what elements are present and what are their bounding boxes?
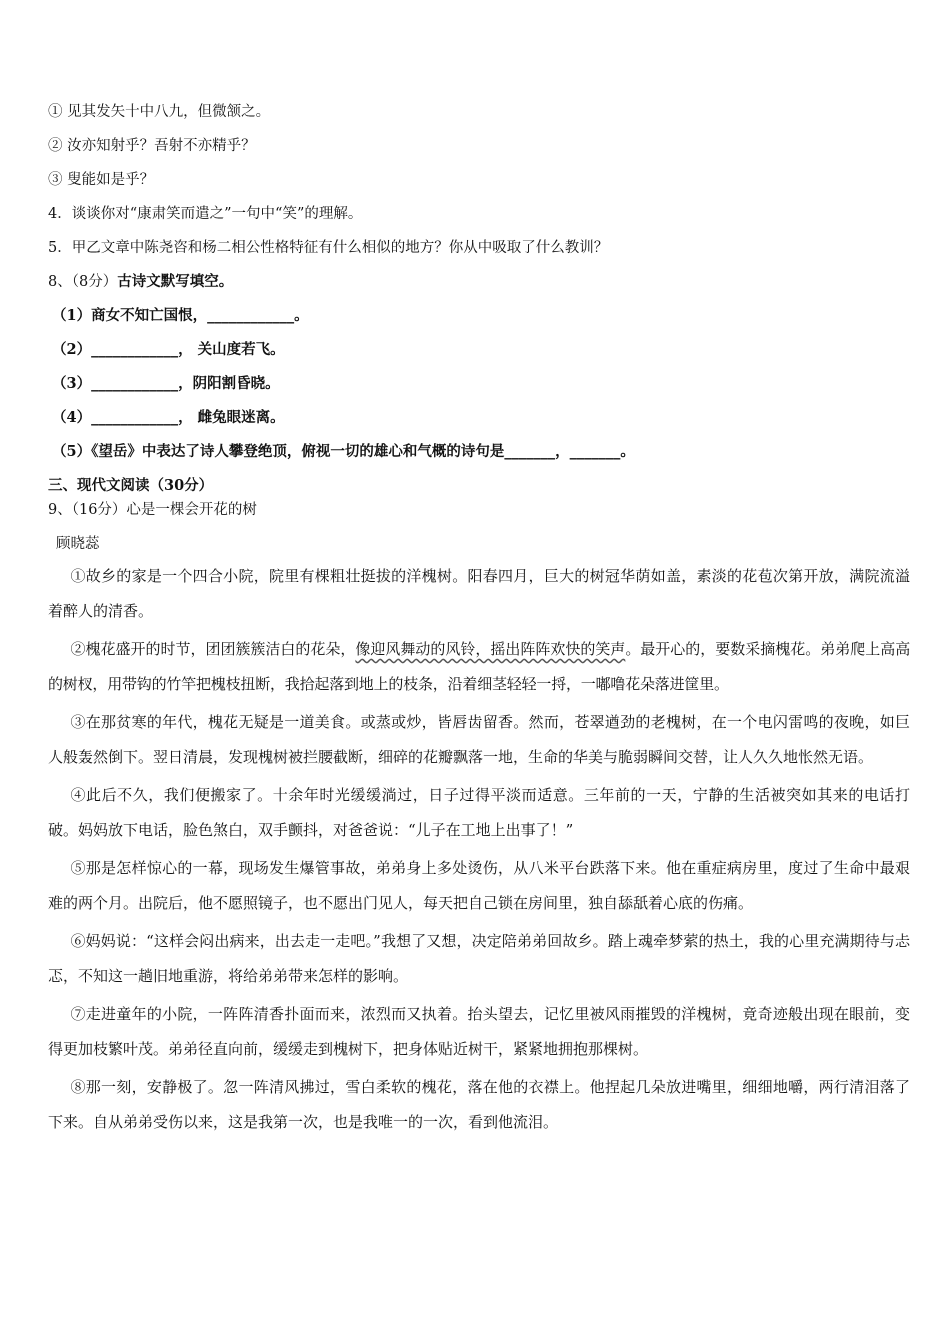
essay-paragraph-2-part-c: 。最开心的，要数采摘槐花。弟弟爬上高高的树杈，用带钩的竹竿把槐枝扭断，我拾起落到地上的枝条，沿着细茎轻轻一捋，一嘟噜花朵落进筐里。 [48,640,911,693]
essay-paragraph-2-part-a: ②槐花盛开的时节，团团簇簇洁白的花朵， [70,640,356,658]
fill-blank-item: （4）____________， 雌兔眼迷离。 [52,409,285,426]
essay-paragraph-7: ⑦走进童年的小院，一阵阵清香扑面而来，浓烈而又执着。抬头望去，记忆里被风雨摧毁的洋槐树，竟奇迹般出现在眼前，变得更加枝繁叶茂。弟弟径直向前，缓缓走到槐树下，把身体贴近树干，紧紧地拥抱那棵树。 [48,1005,910,1058]
essay-paragraph-1: ①故乡的家是一个四合小院，院里有棵粗壮挺拔的洋槐树。阳春四月，巨大的树冠华荫如盖，素淡的花苞次第开放，满院流溢着醉人的清香。 [48,567,910,620]
essay-paragraph-6: ⑥妈妈说：“这样会闷出病来，出去走一走吧。”我想了又想，决定陪弟弟回故乡。踏上魂牵梦萦的热土，我的心里充满期待与忐忑，不知这一趟旧地重游，将给弟弟带来怎样的影响。 [48,932,910,985]
essay-paragraph-3: ③在那贫寒的年代，槐花无疑是一道美食。或蒸或炒，皆唇齿留香。然而，苍翠遒劲的老槐树，在一个电闪雷鸣的夜晚，如巨人般轰然倒下。翌日清晨，发现槐树被拦腰截断，细碎的花瓣飘落一地，生命的华美与脆弱瞬间交替，让人久久地怅然无语。 [48,713,910,766]
essay-body [48,559,910,1143]
fill-blank-item: （3）____________，阴阳割昏晓。 [52,375,280,392]
essay-author: 顾晓蕊 [56,536,100,552]
section-3-title: 三、现代文阅读（30分） [48,477,214,494]
question-5: 5．甲乙文章中陈尧咨和杨二相公性格特征有什么相似的地方？你从中吸取了什么教训？ [48,240,609,256]
essay-paragraph-8: ⑧那一刻，安静极了。忽一阵清风拂过，雪白柔软的槐花，落在他的衣襟上。他捏起几朵放进嘴里，细细地嚼，两行清泪落了下来。自从弟弟受伤以来，这是我第一次，也是我唯一的一次，看到他流泪。 [48,1078,910,1131]
question-9-heading: 9、（16分）心是一棵会开花的树 [48,502,257,518]
question-item-2: ② 汝亦知射乎？吾射不亦精乎？ [48,138,256,154]
essay-paragraph-4: ④此后不久，我们便搬家了。十余年时光缓缓淌过，日子过得平淡而适意。三年前的一天，宁静的生活被突如其来的电话打破。妈妈放下电话，脸色煞白，双手颤抖，对爸爸说：“儿子在工地上出事了！” [48,786,910,839]
question-item-3: ③ 叟能如是乎？ [48,172,155,188]
question-4: 4．谈谈你对“康肃笑而遣之”一句中“笑”的理解。 [48,206,363,222]
question-8-title: 古诗文默写填空。 [117,273,234,290]
fill-blank-item: （5）《望岳》中表达了诗人攀登绝顶，俯视一切的雄心和气概的诗句是_______，_______。 [52,443,635,460]
question-8-heading [48,272,910,292]
fill-blank-item: （2）____________， 关山度若飞。 [52,341,285,358]
essay-underlined-sentence: 像迎风舞动的风铃，摇出阵阵欢快的笑声 [355,640,626,658]
essay-paragraph-5: ⑤那是怎样惊心的一幕，现场发生爆管事故，弟弟身上多处烫伤，从八米平台跌落下来。他在重症病房里，度过了生命中最艰难的两个月。出院后，他不愿照镜子，也不愿出门见人，每天把自己锁在房间里，独自舔舐着心底的伤痛。 [48,859,910,912]
essay-paragraph-2 [48,632,910,702]
fill-blank-item: （1）商女不知亡国恨，____________。 [52,307,309,324]
question-item-1: ① 见其发矢十中八九，但微颔之。 [48,104,271,120]
question-8-number: 8、（8分） [48,274,118,290]
